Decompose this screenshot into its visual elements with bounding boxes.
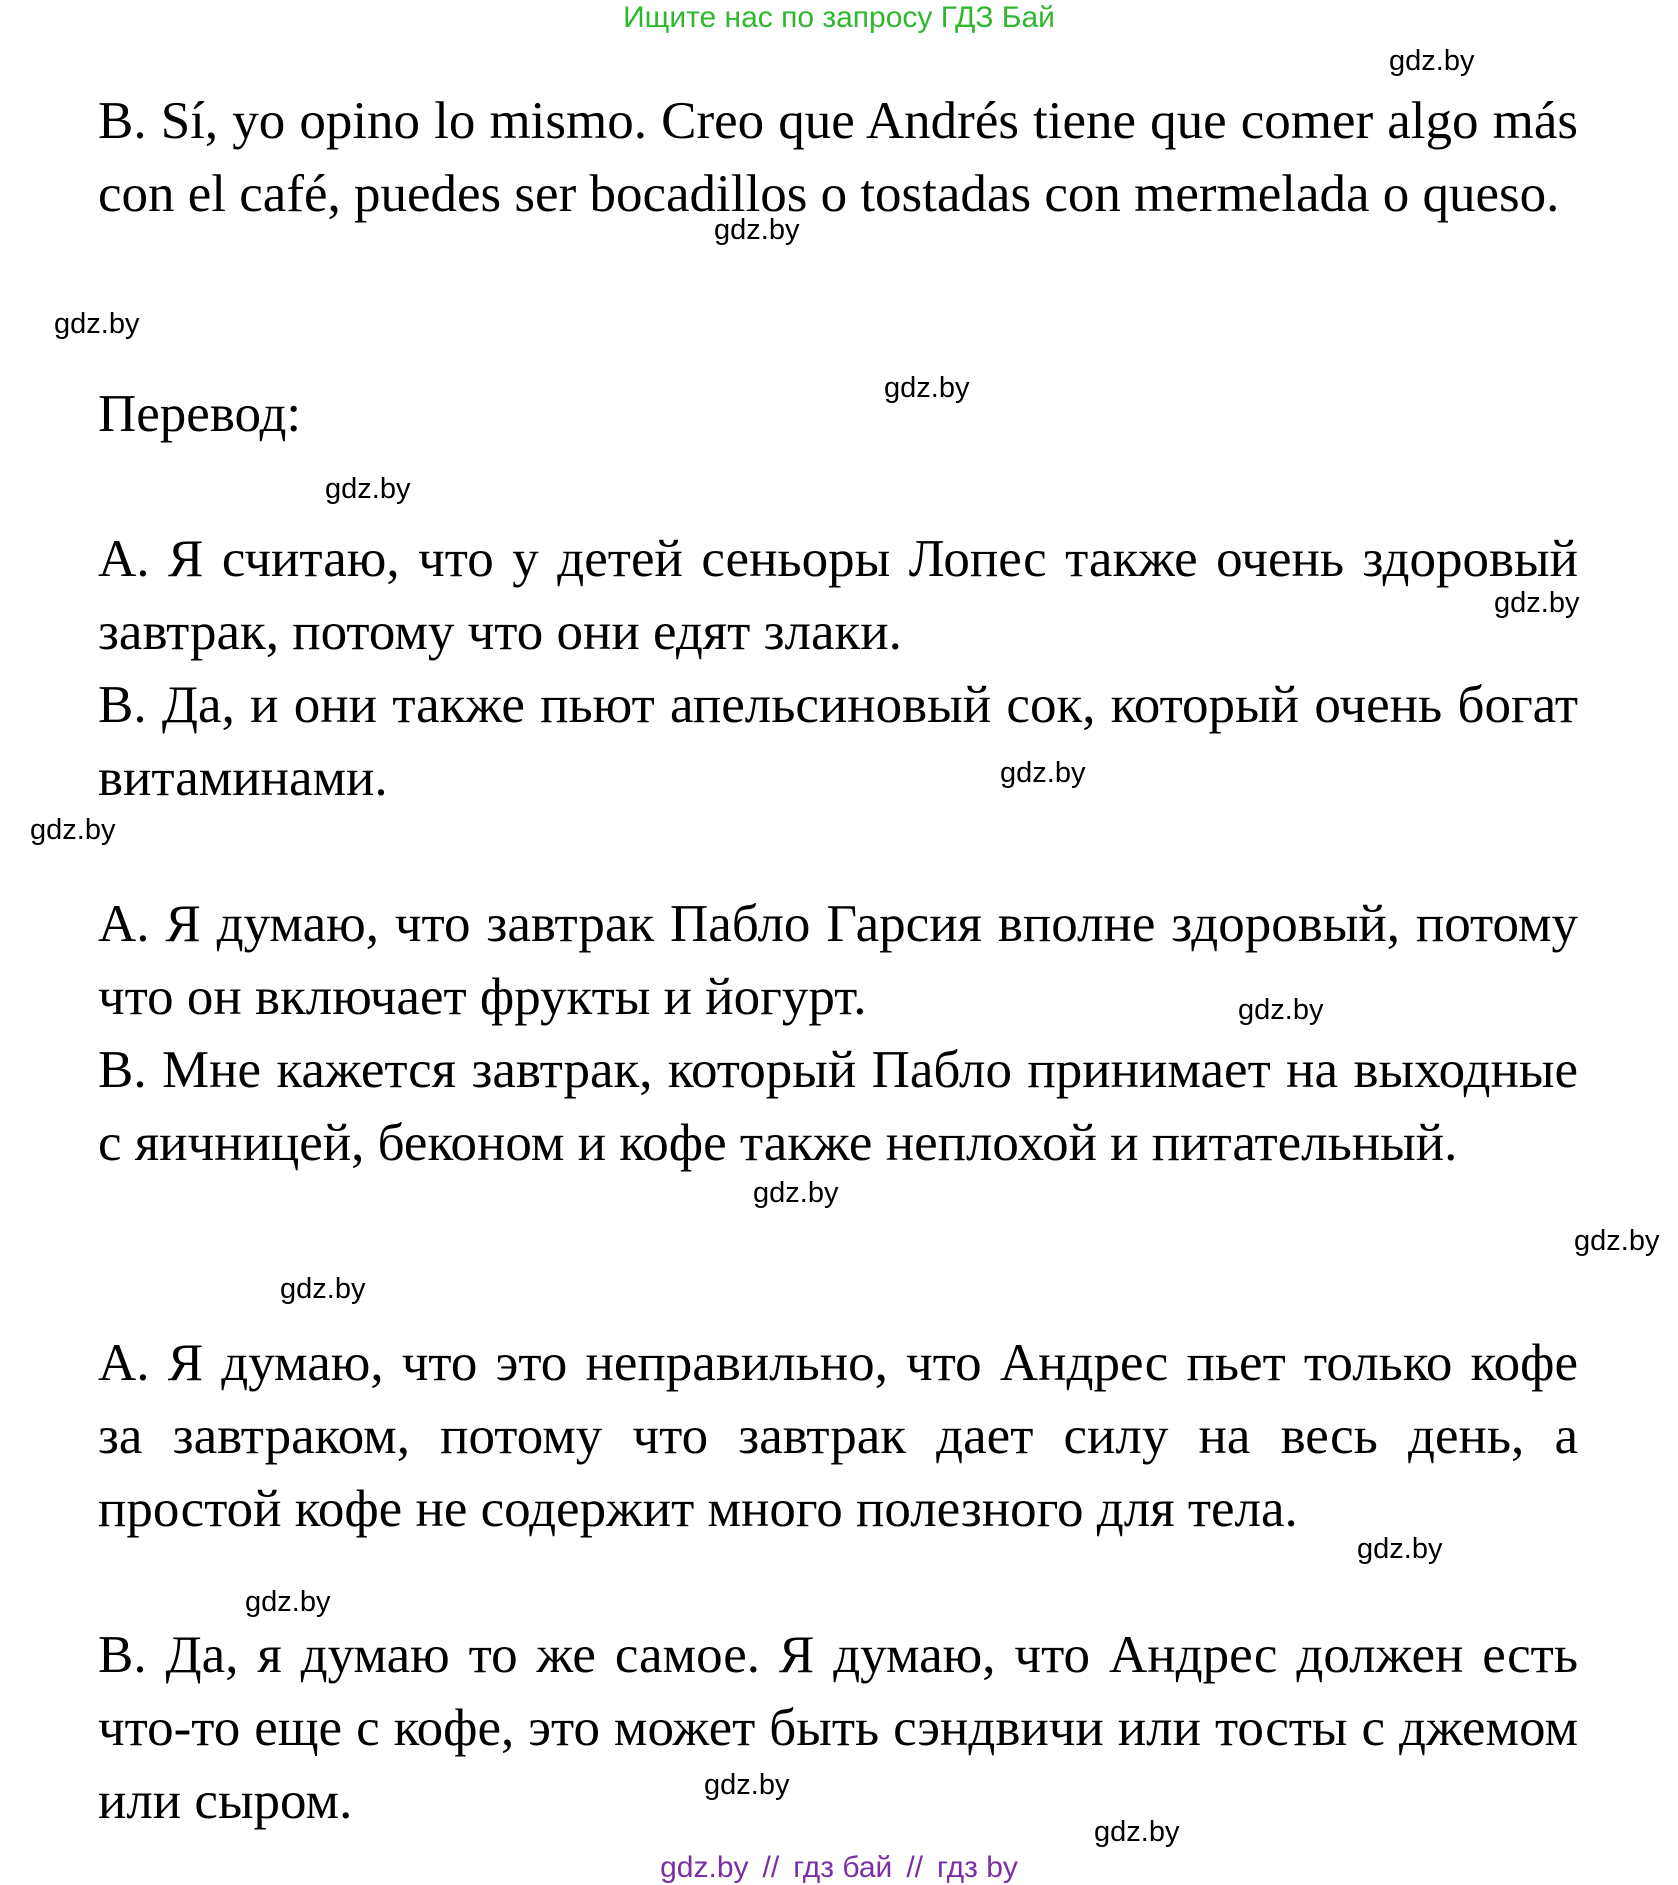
watermark: gdz.by [1094, 1816, 1180, 1848]
footer-separator: // [762, 1851, 780, 1884]
watermark: gdz.by [54, 308, 140, 340]
dialog3-line-b: В. Да, я думаю то же самое. Я думаю, что Андрес должен есть что-то еще с кофе, это может быть сэндвичи или тосты с джемом или сыром. [98, 1626, 1578, 1830]
search-banner: Ищите нас по запросу ГДЗ Бай [623, 1, 1055, 34]
watermark: gdz.by [1574, 1225, 1660, 1257]
watermark: gdz.by [704, 1769, 790, 1801]
dialog3-line-a: А. Я думаю, что это неправильно, что Андрес пьет только кофе за завтраком, потому что завтрак дает силу на весь день, а простой кофе не содержит много полезного для тела. [98, 1334, 1578, 1538]
watermark: gdz.by [884, 372, 970, 404]
watermark: gdz.by [1389, 45, 1475, 77]
footer-link-gdz-bai[interactable]: гдз бай [793, 1851, 893, 1884]
dialog1-line-a: А. Я считаю, что у детей сеньоры Лопес также очень здоровый завтрак, потому что они едят злаки. [98, 530, 1578, 661]
watermark: gdz.by [325, 473, 411, 505]
translation-heading: Перевод: [98, 385, 302, 443]
watermark: gdz.by [1357, 1533, 1443, 1565]
watermark: gdz.by [753, 1177, 839, 1209]
dialog2-line-a: А. Я думаю, что завтрак Пабло Гарсия вполне здоровый, потому что он включает фрукты и йогурт. [98, 895, 1578, 1026]
watermark: gdz.by [1494, 587, 1580, 619]
footer-link-gdz-by[interactable]: gdz.by [660, 1851, 749, 1884]
watermark: gdz.by [1238, 994, 1324, 1026]
footer-separator: // [906, 1851, 923, 1884]
dialog2-line-b: В. Мне кажется завтрак, который Пабло принимает на выходные с яичницей, беконом и кофе также неплохой и питательный. [98, 1041, 1578, 1172]
watermark: gdz.by [714, 214, 800, 246]
spanish-answer-b: B. Sí, yo opino lo mismo. Creo que Andrés tiene que comer algo más con el café, puedes ser bocadillos o tostadas con mermelada o queso. [98, 92, 1578, 223]
watermark: gdz.by [245, 1586, 331, 1618]
dialog1-line-b: В. Да, и они также пьют апельсиновый сок, который очень богат витаминами. [98, 676, 1578, 807]
footer-link-gdz-by-cyr[interactable]: гдз by [937, 1851, 1018, 1884]
watermark: gdz.by [30, 814, 116, 846]
watermark: gdz.by [1000, 757, 1086, 789]
watermark: gdz.by [280, 1273, 366, 1305]
